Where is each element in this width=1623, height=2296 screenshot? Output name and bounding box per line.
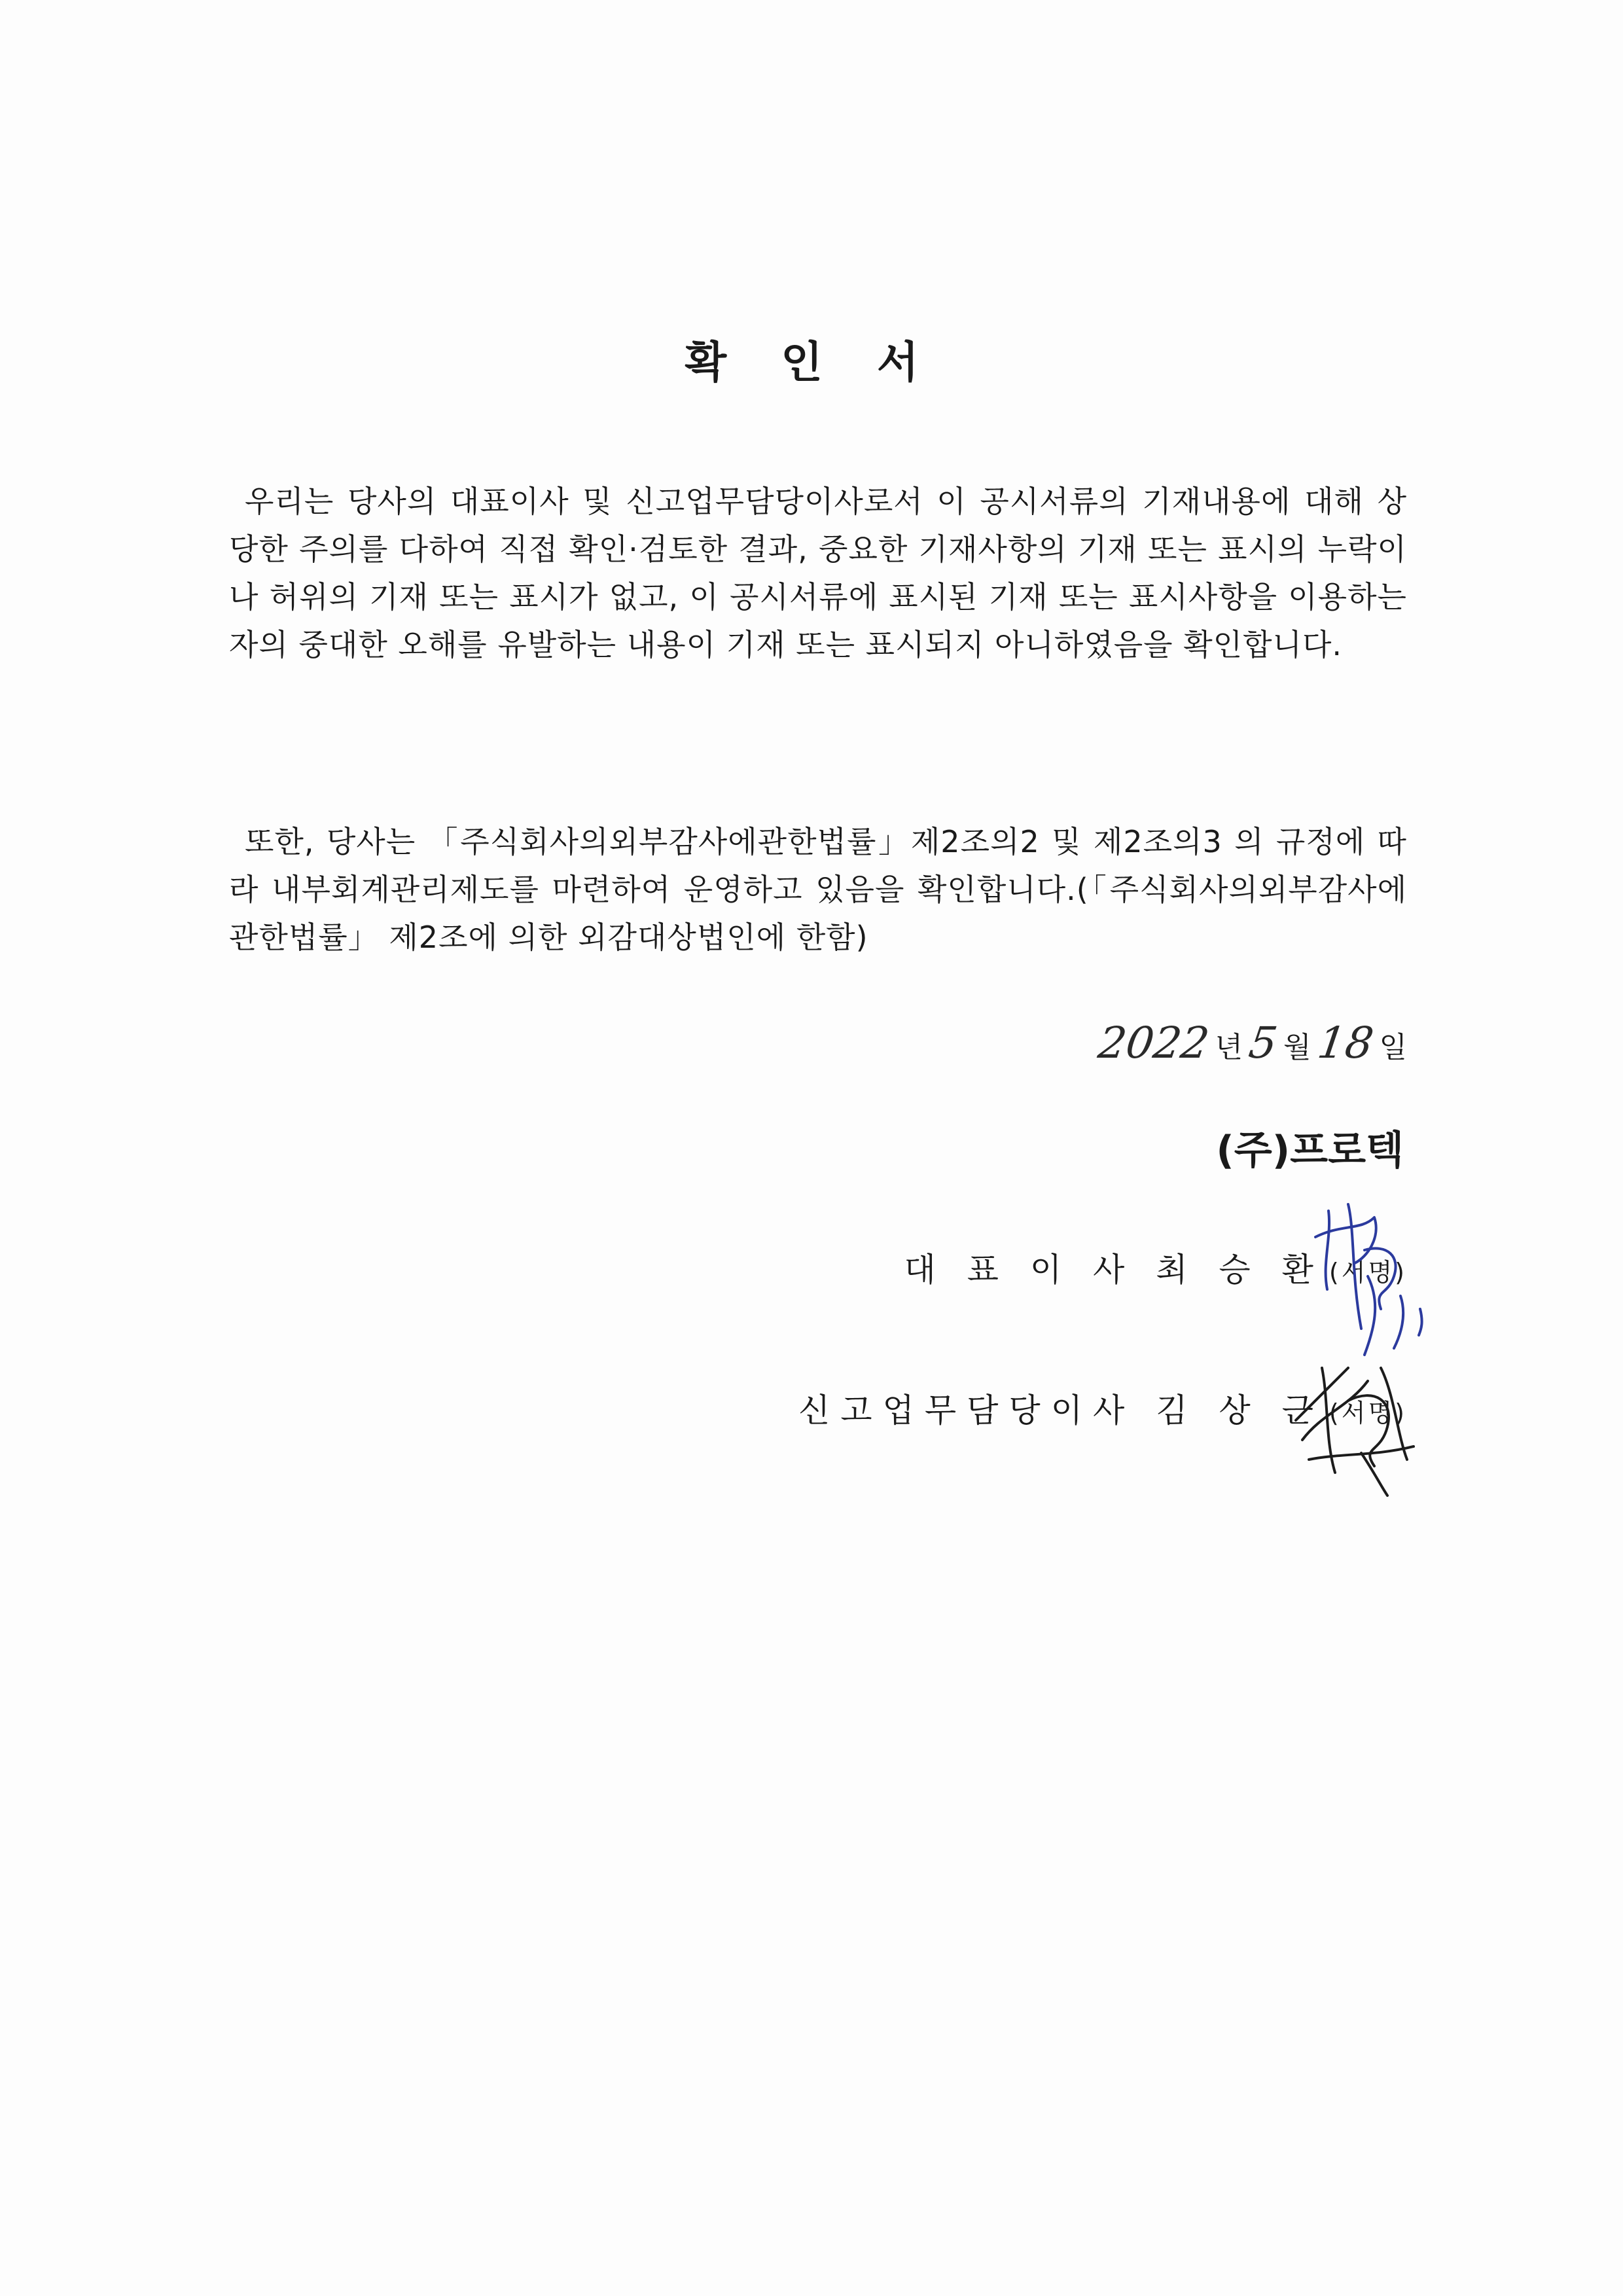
confirmation-paragraph: 우리는 당사의 대표이사 및 신고업무담당이사로서 이 공시서류의 기재내용에 대해 상당한 주의를 다하여 직접 확인·검토한 결과, 중요한 기재사항의 기재 또는 표시의 누락이나 허위의 기재 또는 표시가 없고, 이 공시서류에 표시된 기재 또는 표시사항을 이용하는 자의 중대한 오해를 유발하는 내용이 기재 또는 표시되지 아니하였음을 확인합니다.	[229, 484, 1407, 662]
disclosure-officer-handwritten-signature	[1283, 1342, 1427, 1499]
date-day: 18	[1314, 1018, 1376, 1068]
date-month-unit: 월	[1283, 1031, 1311, 1064]
date-month: 5	[1245, 1018, 1281, 1068]
date-year-unit: 년	[1215, 1031, 1243, 1064]
date-year: 2022	[1095, 1018, 1212, 1068]
internal-control-paragraph: 또한, 당사는 「주식회사의외부감사에관한법률」제2조의2 및 제2조의3 의 규정에 따라 내부회계관리제도를 마련하여 운영하고 있음을 확인합니다.(「주식회사의외부감사에 관한법률」 제2조에 의한 외감대상법인에 한함)	[229, 824, 1407, 955]
ceo-signature-note: (서명)	[1329, 1258, 1407, 1287]
document-title: 확 인 서	[685, 337, 938, 387]
date-line	[1095, 1018, 1408, 1068]
disclosure-officer-name: 신고업무담당이사 김 상 근	[798, 1391, 1324, 1429]
ceo-name: 대 표 이 사 최 승 환	[904, 1251, 1324, 1289]
disclosure-officer-signature-note: (서명)	[1329, 1399, 1407, 1427]
company-name: (주)프로텍	[1216, 1128, 1404, 1174]
date-day-unit: 일	[1379, 1031, 1407, 1064]
